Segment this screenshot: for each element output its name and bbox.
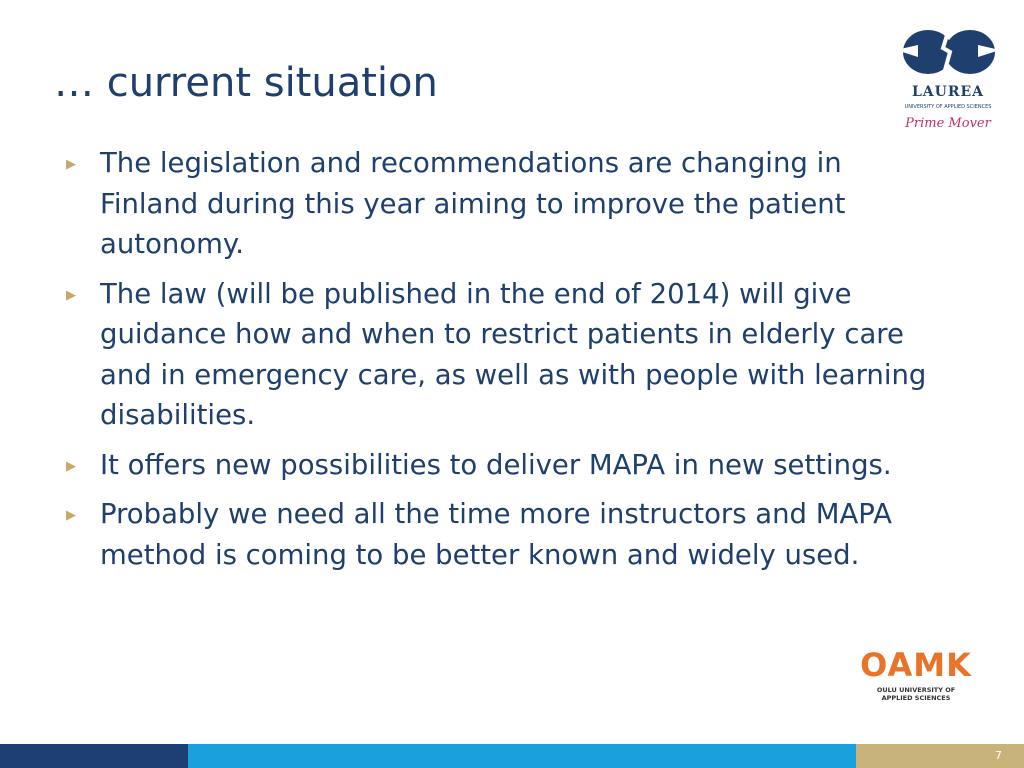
bullet-text: The legislation and recommendations are changing in Finland during this year aiming to improve the patient autonomy. <box>100 147 846 260</box>
laurea-tagline: Prime Mover <box>905 116 991 131</box>
laurea-name: LAUREA <box>911 84 985 100</box>
oamk-subtitle-line: APPLIED SCIENCES <box>881 694 951 702</box>
oamk-logo <box>860 646 972 706</box>
bullet-item <box>66 445 936 486</box>
bullet-list <box>66 143 936 584</box>
page-number: 7 <box>995 749 1002 762</box>
footer-segment-dark-blue <box>0 744 188 768</box>
bullet-text: Probably we need all the time more instructors and MAPA method is coming to be better known and widely used. <box>100 498 892 571</box>
oamk-subtitle-line: OULU UNIVERSITY OF <box>876 686 956 694</box>
laurea-subtitle: UNIVERSITY OF APPLIED SCIENCES <box>904 104 992 110</box>
bullet-item <box>66 494 936 575</box>
oamk-subtitle <box>860 686 972 702</box>
oamk-name: OAMK <box>860 646 972 684</box>
triangle-right-icon: ▶ <box>66 287 76 303</box>
laurea-emblem-icon <box>896 26 1000 82</box>
slide-title: … current situation <box>54 60 438 106</box>
triangle-right-icon: ▶ <box>66 458 76 474</box>
laurea-logo <box>896 26 1000 138</box>
bullet-item <box>66 143 936 265</box>
footer-segment-light-blue <box>188 744 856 768</box>
triangle-right-icon: ▶ <box>66 157 76 172</box>
bullet-item <box>66 274 936 436</box>
bullet-text: The law (will be published in the end of 2014) will give guidance how and when to restrict patients in elderly care and in emergency care, as well as with people with learning disabilities. <box>100 277 927 431</box>
footer-bar <box>0 744 1024 768</box>
bullet-text: It offers new possibilities to deliver MAPA in new settings. <box>100 448 892 481</box>
triangle-right-icon: ▶ <box>66 508 76 523</box>
